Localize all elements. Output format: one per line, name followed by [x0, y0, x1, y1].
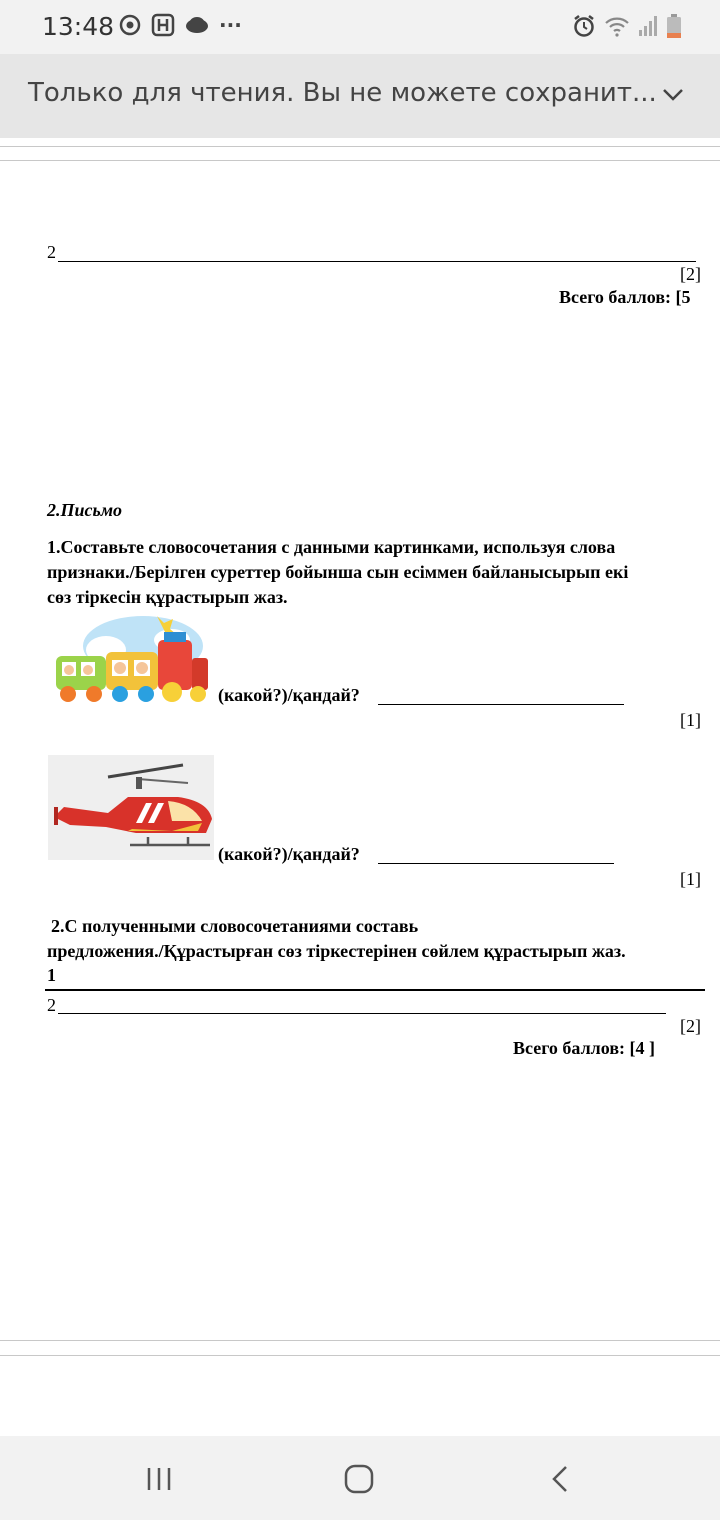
answer-line: [45, 989, 705, 991]
score-label: [2]: [680, 1016, 701, 1036]
navigation-bar: [0, 1436, 720, 1520]
question-label: (какой?)/қандай?: [218, 844, 360, 864]
h-badge-icon: [151, 13, 175, 37]
banner-text: Только для чтения. Вы не можете сохранит...: [28, 78, 657, 108]
page-top-divider-2: [0, 160, 720, 161]
status-time: 13:48: [42, 12, 115, 41]
chevron-down-icon[interactable]: [660, 80, 686, 110]
total-score: Всего баллов: [5: [559, 287, 691, 307]
read-only-banner[interactable]: [0, 54, 720, 138]
task-text-line: 2.С полученными словосочетаниями составь: [51, 916, 419, 936]
score-label: [1]: [680, 869, 701, 889]
total-score: Всего баллов: [4 ]: [513, 1038, 656, 1058]
helicopter-picture: [48, 755, 214, 860]
cloud-icon: [184, 13, 210, 37]
task-text-line: предложения./Құрастырған сөз тіркестерінен сөйлем құрастырып жаз.: [47, 941, 626, 961]
signal-icon: [638, 14, 658, 38]
home-icon[interactable]: [343, 1463, 375, 1495]
sync-icon: [118, 13, 142, 37]
page-bottom-divider: [0, 1340, 720, 1341]
back-icon[interactable]: [548, 1464, 574, 1494]
answer-line: [58, 1013, 666, 1014]
page-top-divider: [0, 146, 720, 147]
wifi-icon: [604, 14, 630, 38]
answer-number: 2: [47, 995, 56, 1015]
task-text-line: 1.Составьте словосочетания с данными картинками, используя слова: [47, 537, 616, 557]
answer-number: 1: [47, 965, 56, 985]
battery-icon: [666, 13, 682, 39]
recent-apps-icon[interactable]: [144, 1464, 174, 1494]
train-picture: [48, 610, 214, 705]
answer-line: [378, 704, 624, 705]
answer-line: [378, 863, 614, 864]
page-bottom-divider-2: [0, 1355, 720, 1356]
question-label: (какой?)/қандай?: [218, 685, 360, 705]
alarm-icon: [572, 13, 596, 39]
score-label: [1]: [680, 710, 701, 730]
score-label: [2]: [680, 264, 701, 284]
status-bar: [0, 0, 720, 54]
task-text-line: признаки./Берілген суреттер бойынша сын есіммен байланысырып екі: [47, 562, 629, 582]
task-text-line: сөз тіркесін құрастырып жаз.: [47, 587, 288, 607]
answer-line: [58, 261, 696, 262]
answer-number: 2: [47, 242, 56, 262]
section-title: 2.Письмо: [47, 500, 123, 520]
more-icon: ···: [219, 13, 242, 37]
